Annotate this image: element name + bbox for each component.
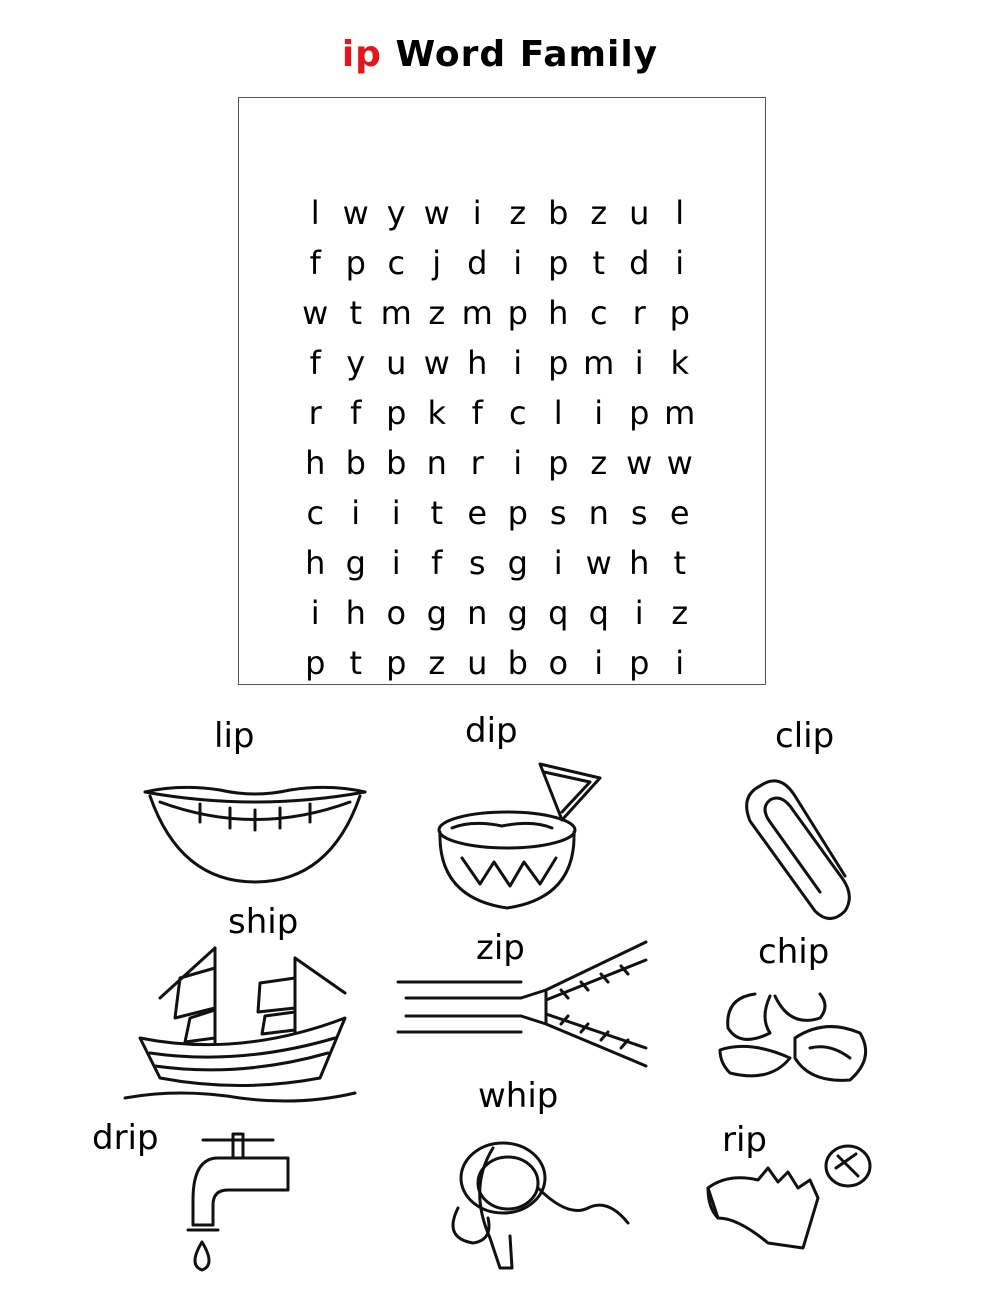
grid-letter[interactable]: f [350,394,362,432]
grid-letter[interactable]: g [426,594,447,632]
grid-letter[interactable]: l [310,194,320,232]
grid-letter[interactable]: c [306,494,325,532]
grid-letter[interactable]: p [669,294,690,332]
grid-letter[interactable]: m [583,344,615,382]
grid-letter[interactable]: z [428,294,446,332]
grid-letter[interactable]: s [468,544,486,582]
grid-letter[interactable]: h [548,294,569,332]
whip-image [438,1128,638,1282]
label-rip: rip [722,1120,768,1160]
dripping-faucet-image [178,1130,298,1279]
grid-letter[interactable]: r [470,444,484,482]
grid-letter[interactable]: i [553,544,563,582]
grid-letter[interactable]: c [387,244,406,282]
grid-letter[interactable]: u [629,194,650,232]
label-drip: drip [92,1118,159,1158]
grid-letter[interactable]: f [309,344,321,382]
grid-letter[interactable]: w [585,544,612,582]
grid-letter[interactable]: n [467,594,488,632]
grid-letter[interactable]: b [386,444,407,482]
grid-letter[interactable]: i [594,644,604,682]
grid-letter[interactable]: p [629,394,650,432]
grid-letter[interactable]: u [467,644,488,682]
word-search-grid [295,188,700,688]
grid-letter[interactable]: r [632,294,646,332]
lips-image [140,782,370,896]
grid-letter[interactable]: p [548,444,569,482]
grid-letter[interactable]: g [507,544,528,582]
grid-letter[interactable]: b [345,444,366,482]
grid-letter[interactable]: p [507,294,528,332]
grid-letter[interactable]: q [588,594,609,632]
grid-letter[interactable]: i [594,394,604,432]
grid-letter[interactable]: t [592,244,606,282]
grid-letter[interactable]: m [461,294,493,332]
label-chip: chip [758,932,830,972]
dip-bowl-image [432,758,612,922]
paper-clip-image [730,766,860,930]
grid-letter[interactable]: c [508,394,527,432]
word-search-box [238,97,766,685]
label-ship: ship [228,902,299,942]
label-zip: zip [476,928,525,968]
grid-letter[interactable]: w [666,444,693,482]
label-whip: whip [478,1076,559,1116]
grid-letter[interactable]: i [675,644,685,682]
grid-letter[interactable]: i [513,244,523,282]
grid-letter[interactable]: z [590,194,608,232]
grid-letter[interactable]: y [386,194,406,232]
ship-image [120,938,360,1112]
grid-letter[interactable]: i [634,344,644,382]
grid-letter[interactable]: i [391,544,401,582]
grid-letter[interactable]: s [549,494,567,532]
grid-letter[interactable]: p [345,244,366,282]
grid-letter[interactable]: z [671,594,689,632]
title-accent: ip [341,34,382,75]
grid-letter[interactable]: i [472,194,482,232]
grid-letter[interactable]: i [513,444,523,482]
grid-letter[interactable]: w [342,194,369,232]
grid-letter[interactable]: q [548,594,569,632]
grid-letter[interactable]: n [588,494,609,532]
grid-letter[interactable]: z [428,644,446,682]
grid-letter[interactable]: z [509,194,527,232]
grid-letter[interactable]: i [391,494,401,532]
grid-letter[interactable]: t [349,294,363,332]
grid-letter[interactable]: f [431,544,443,582]
grid-letter[interactable]: b [507,644,528,682]
grid-letter[interactable]: g [507,594,528,632]
grid-letter[interactable]: l [553,394,563,432]
grid-letter[interactable]: p [386,644,407,682]
grid-letter[interactable]: o [386,594,407,632]
grid-letter[interactable]: i [513,344,523,382]
grid-letter[interactable]: i [675,244,685,282]
grid-letter[interactable]: j [432,244,442,282]
grid-letter[interactable]: i [310,594,320,632]
grid-letter[interactable]: n [426,444,447,482]
grid-letter[interactable]: t [349,644,363,682]
grid-letter[interactable]: t [673,544,687,582]
grid-letter[interactable]: r [308,394,322,432]
grid-letter[interactable]: p [507,494,528,532]
grid-letter[interactable]: h [305,444,326,482]
grid-letter[interactable]: i [351,494,361,532]
grid-letter[interactable]: b [548,194,569,232]
grid-letter[interactable]: m [380,294,412,332]
label-clip: clip [775,716,835,756]
title-text: Word Family [395,34,659,75]
grid-letter[interactable]: w [626,444,653,482]
grid-letter[interactable]: w [423,194,450,232]
zipper-image [396,940,656,1074]
grid-letter[interactable]: t [430,494,444,532]
grid-letter[interactable]: w [302,294,329,332]
page-title [0,34,1000,75]
grid-letter[interactable]: u [386,344,407,382]
grid-letter[interactable]: d [629,244,650,282]
torn-paper-image [698,1138,878,1262]
grid-letter[interactable]: p [305,644,326,682]
grid-letter[interactable]: g [345,544,366,582]
grid-letter[interactable]: f [309,244,321,282]
grid-letter[interactable]: k [427,394,447,432]
grid-letter[interactable]: p [386,394,407,432]
grid-letter[interactable]: e [669,494,690,532]
grid-letter[interactable]: z [590,444,608,482]
grid-letter[interactable]: k [670,344,690,382]
grid-letter[interactable]: p [548,244,569,282]
grid-letter[interactable]: h [629,544,650,582]
grid-letter[interactable]: l [675,194,685,232]
chips-image [710,988,880,1112]
grid-letter[interactable]: h [345,594,366,632]
grid-letter[interactable]: m [664,394,696,432]
grid-letter[interactable]: p [629,644,650,682]
grid-letter[interactable]: h [305,544,326,582]
grid-letter[interactable]: y [346,344,366,382]
grid-letter[interactable]: e [467,494,488,532]
grid-letter[interactable]: f [471,394,483,432]
grid-letter[interactable]: c [589,294,608,332]
grid-letter[interactable]: h [467,344,488,382]
grid-letter[interactable]: d [467,244,488,282]
grid-letter[interactable]: o [548,644,569,682]
label-lip: lip [214,716,255,756]
grid-letter[interactable]: i [634,594,644,632]
label-dip: dip [465,711,518,751]
grid-letter[interactable]: s [630,494,648,532]
grid-letter[interactable]: w [423,344,450,382]
grid-letter[interactable]: p [548,344,569,382]
